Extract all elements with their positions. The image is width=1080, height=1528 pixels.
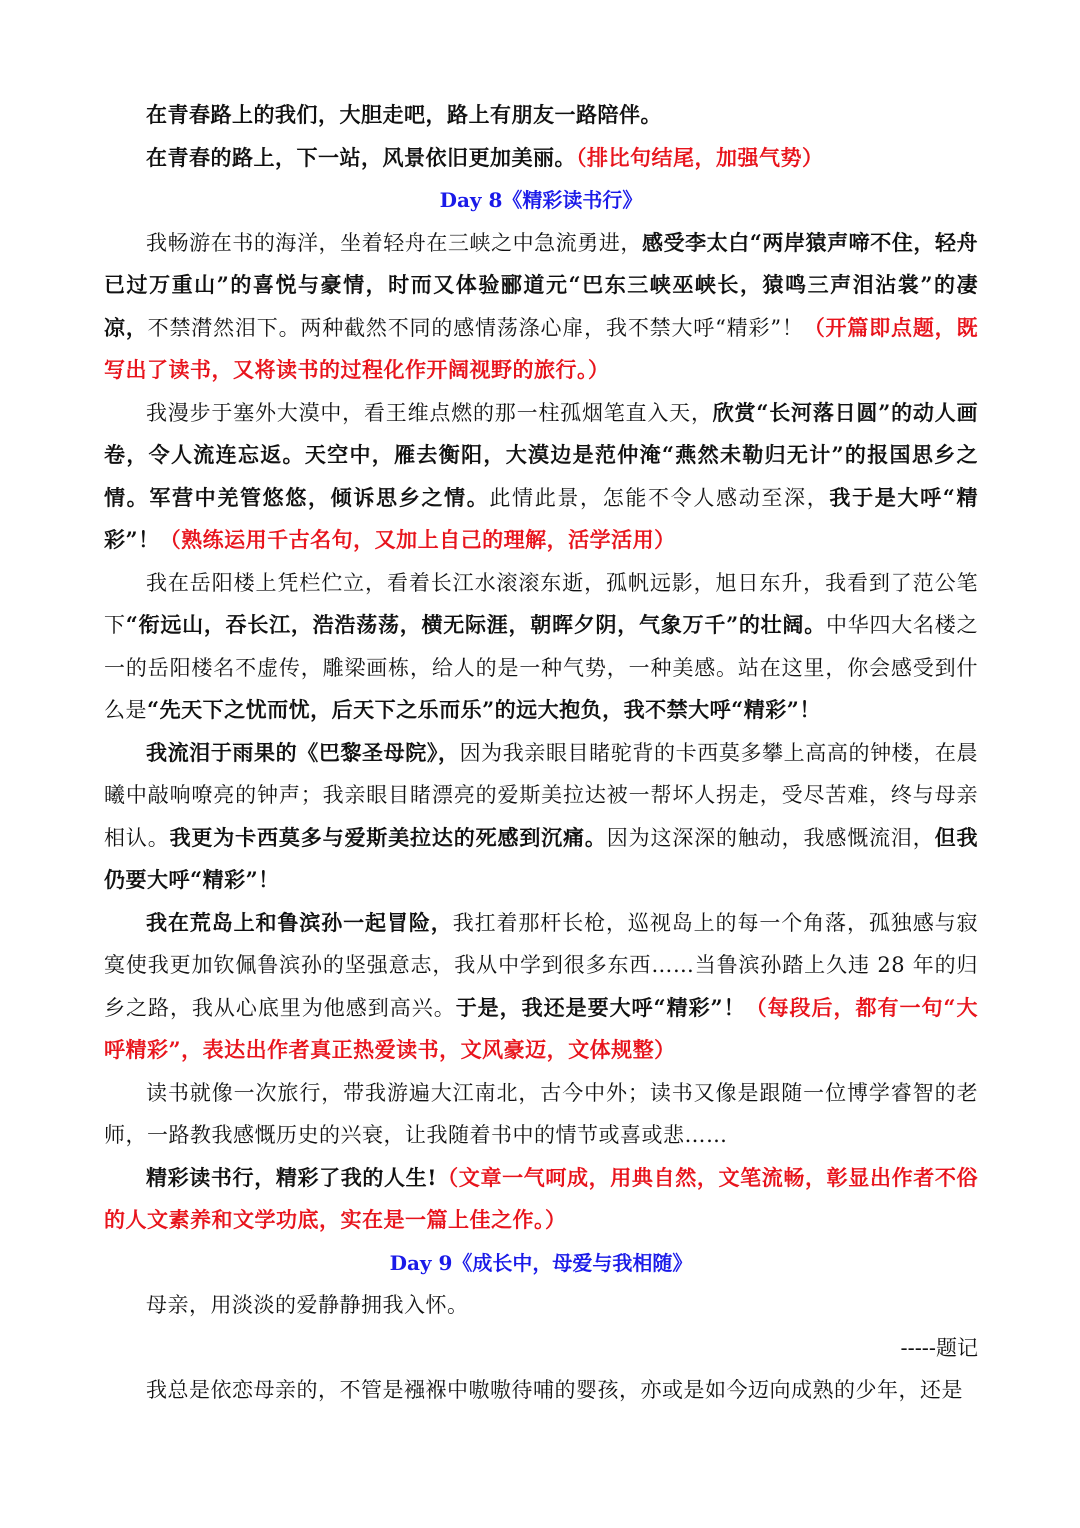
day8-p1-s3: 不禁潸然泪下。两种截然不同的感情荡涤心扉，我不禁大呼“精彩”！ [147,315,804,340]
intro-line-1: 在青春路上的我们，大胆走吧，路上有朋友一路陪伴。 [146,102,662,127]
day8-p4-s2: 因为我亲眼目睹驼背的卡西莫多攀上高高的钟楼，在晨曦中敲响嘹亮的钟声；我亲眼目睹漂亮的爱斯美拉达被一帮坏人拐走，受尽苦难，终与母亲相认。 [104,740,978,850]
day8-p3-s2: “衔远山，吞长江，浩浩荡荡，横无际涯，朝晖夕阴，气象万千”的壮阔。 [125,612,826,637]
day8-p2-s1: 我漫步于塞外大漠中，看王维点燃的那一柱孤烟笔直入天， [146,400,713,425]
day8-paragraph-3 [104,562,978,732]
day8-p1-s2: 感受李太白“两岸猿声啼不住，轻舟已过万重山”的喜悦与豪情，时而又体验郦道元“巴东三峡巫峡长，猿鸣三声泪沾裳”的凄凉， [104,229,979,340]
day8-p5-s1: 我在荒岛上和鲁滨孙一起冒险， [146,909,453,935]
day8-paragraph-6: 读书就像一次旅行，带我游遍大江南北，古今中外；读书又像是跟随一位博学睿智的老师，一路教我感慨历史的兴衰，让我随着书中的情节或喜或悲…… [104,1080,978,1147]
document-body [104,94,978,1412]
day8-p2-note: （熟练运用千古名句，又加上自己的理解，活学活用） [159,527,676,552]
intro-line-2 [104,137,978,180]
intro-line-2-note: （排比句结尾，加强气势） [576,144,824,170]
day8-p2-s4: 我于是大呼“精彩”！ [104,484,978,552]
day9-title: Day 9《成长中，母爱与我相随》 [389,1250,693,1275]
day8-title: Day 8《精彩读书行》 [439,188,643,212]
day8-p3-s4: “先天下之忧而忧，后天下之乐而乐”的远大抱负，我不禁大呼“精彩”！ [147,697,821,722]
intro-line-2-text: 在青春的路上，下一站，风景依旧更加美丽。 [146,144,576,170]
day9-paragraph-1: 我总是依恋母亲的，不管是襁褓中嗷嗷待哺的婴孩，亦或是如今迈向成熟的少年，还是 [146,1378,963,1402]
day8-p2-s3: 此情此景，怎能不令人感动至深， [489,485,830,510]
day8-p7-s1: 精彩读书行，精彩了我的人生! [146,1164,438,1190]
day8-paragraph-1 [104,222,978,392]
day9-signature: -----题记 [900,1335,978,1360]
day8-p2-s2: 欣赏“长河落日圆”的动人画卷，令人流连忘返。天空中，雁去衡阳，大漠边是范仲淹“燕然未勒归无计”的报国思乡之情。军营中羌管悠悠，倾诉思乡之情。 [104,399,978,510]
day8-paragraph-5 [104,902,978,1072]
day8-p7-note: （文章一气呵成，用典自然，文笔流畅，彰显出作者不俗的人文素养和文学功底，实在是一篇上佳之作。） [104,1164,979,1232]
day8-p4-s1: 我流泪于雨果的《巴黎圣母院》， [146,739,460,765]
day8-p5-note: （每段后，都有一句“大呼精彩”，表达出作者真正热爱读书，文风豪迈，文体规整） [104,994,978,1062]
day8-paragraph-4 [104,732,978,902]
day8-p3-s1: 我在岳阳楼上凭栏伫立，看着长江水滚滚东逝，孤帆远影，旭日东升，我看到了范公笔下 [104,570,978,637]
day8-p1-s1: 我畅游在书的海洋，坐着轻舟在三峡之中急流勇进， [146,230,642,255]
day9-epigraph: 母亲，用淡淡的爱静静拥我入怀。 [146,1293,469,1317]
day8-p4-s4: 因为这深深的触动，我感慨流泪， [606,825,935,850]
day8-p3-s3: 中华四大名楼之一的岳阳楼名不虚传，雕梁画栋，给人的是一种气势，一种美感。站在这里，你会感受到什么是 [104,613,979,722]
day8-p4-s5: 但我仍要大呼“精彩”！ [104,824,979,892]
day8-p5-s2: 我扛着那杆长枪，巡视岛上的每一个角落，孤独感与寂寞使我更加钦佩鲁滨孙的坚强意志，我从中学到很多东西……当鲁滨孙踏上久违 28 年的归乡之路，我从心底里为他感到高兴。 [104,910,979,1020]
day8-p5-s3: 于是，我还是要大呼“精彩”！ [455,994,746,1020]
day8-p4-s3: 我更为卡西莫多与爱斯美拉达的死感到沉痛。 [169,824,607,850]
day8-paragraph-7 [104,1157,978,1242]
day8-paragraph-2 [104,392,978,562]
day8-p1-note: （开篇即点题，既写出了读书，又将读书的过程化作开阔视野的旅行。） [104,314,978,382]
